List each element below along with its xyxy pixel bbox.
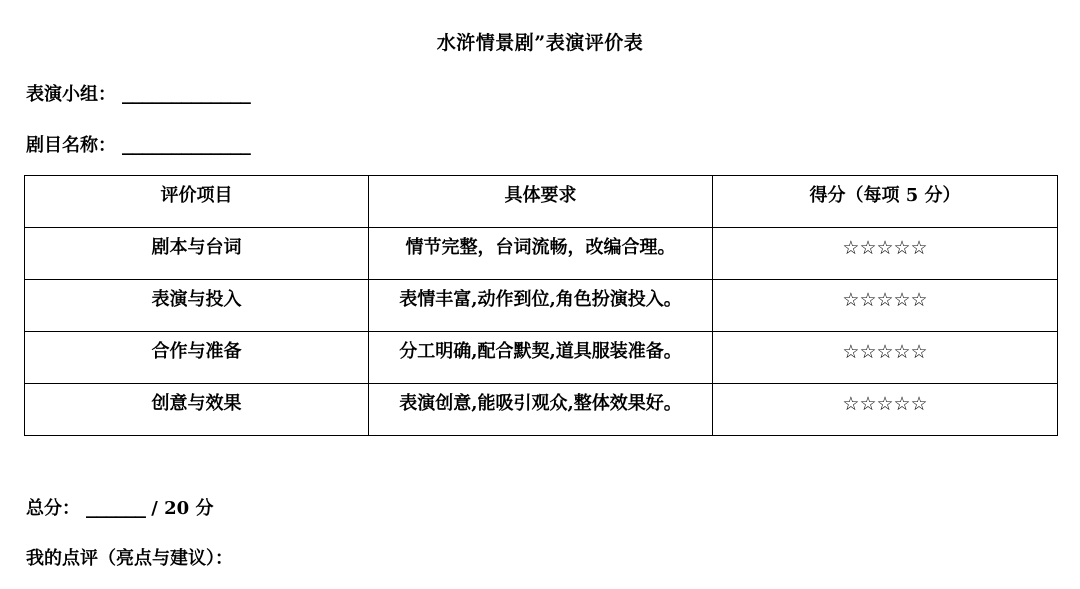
table-row	[25, 332, 1058, 384]
score-cell	[713, 280, 1058, 332]
star-rating[interactable]: ☆☆☆☆☆	[842, 393, 928, 415]
star-rating[interactable]: ☆☆☆☆☆	[842, 289, 928, 311]
header-score-label: 得分（每项 5 分）	[809, 185, 961, 206]
group-field	[26, 80, 250, 106]
total-suffix: / 20 分	[145, 498, 214, 519]
requirement-cell	[369, 332, 713, 384]
item-cell	[25, 228, 369, 280]
item-text: 表演与投入	[151, 289, 242, 310]
header-item-label: 评价项目	[160, 185, 233, 206]
header-requirement-label: 具体要求	[504, 185, 577, 206]
table-row	[25, 280, 1058, 332]
score-cell	[713, 228, 1058, 280]
play-name-label: 剧目名称：	[26, 135, 116, 156]
table-row	[25, 228, 1058, 280]
group-blank: _____________	[122, 84, 250, 105]
score-cell	[713, 332, 1058, 384]
table-row	[25, 384, 1058, 436]
requirement-cell	[369, 384, 713, 436]
header-item	[25, 176, 369, 228]
header-score	[713, 176, 1058, 228]
page-title: 水浒情景剧”表演评价表	[436, 32, 644, 54]
requirement-text: 情节完整，台词流畅，改编合理。	[405, 237, 676, 258]
item-text: 合作与准备	[151, 341, 242, 362]
item-text: 剧本与台词	[151, 237, 242, 258]
total-label: 总分：	[26, 498, 80, 519]
star-rating[interactable]: ☆☆☆☆☆	[842, 237, 928, 259]
item-text: 创意与效果	[151, 393, 242, 414]
star-rating[interactable]: ☆☆☆☆☆	[842, 341, 928, 363]
requirement-text: 分工明确,配合默契,道具服装准备。	[399, 341, 682, 362]
play-name-blank: _____________	[122, 135, 250, 156]
item-cell	[25, 332, 369, 384]
header-requirement	[369, 176, 713, 228]
requirement-text: 表情丰富,动作到位,角色扮演投入。	[399, 289, 682, 310]
evaluation-table	[24, 175, 1058, 436]
requirement-cell	[369, 228, 713, 280]
total-blank: ______	[86, 498, 146, 519]
comment-label: 我的点评（亮点与建议）：	[26, 548, 233, 569]
table-header-row	[25, 176, 1058, 228]
total-score	[26, 494, 213, 520]
score-cell	[713, 384, 1058, 436]
play-name-field	[26, 131, 250, 157]
item-cell	[25, 280, 369, 332]
requirement-text: 表演创意,能吸引观众,整体效果好。	[399, 393, 682, 414]
group-label: 表演小组：	[26, 84, 116, 105]
requirement-cell	[369, 280, 713, 332]
item-cell	[25, 384, 369, 436]
